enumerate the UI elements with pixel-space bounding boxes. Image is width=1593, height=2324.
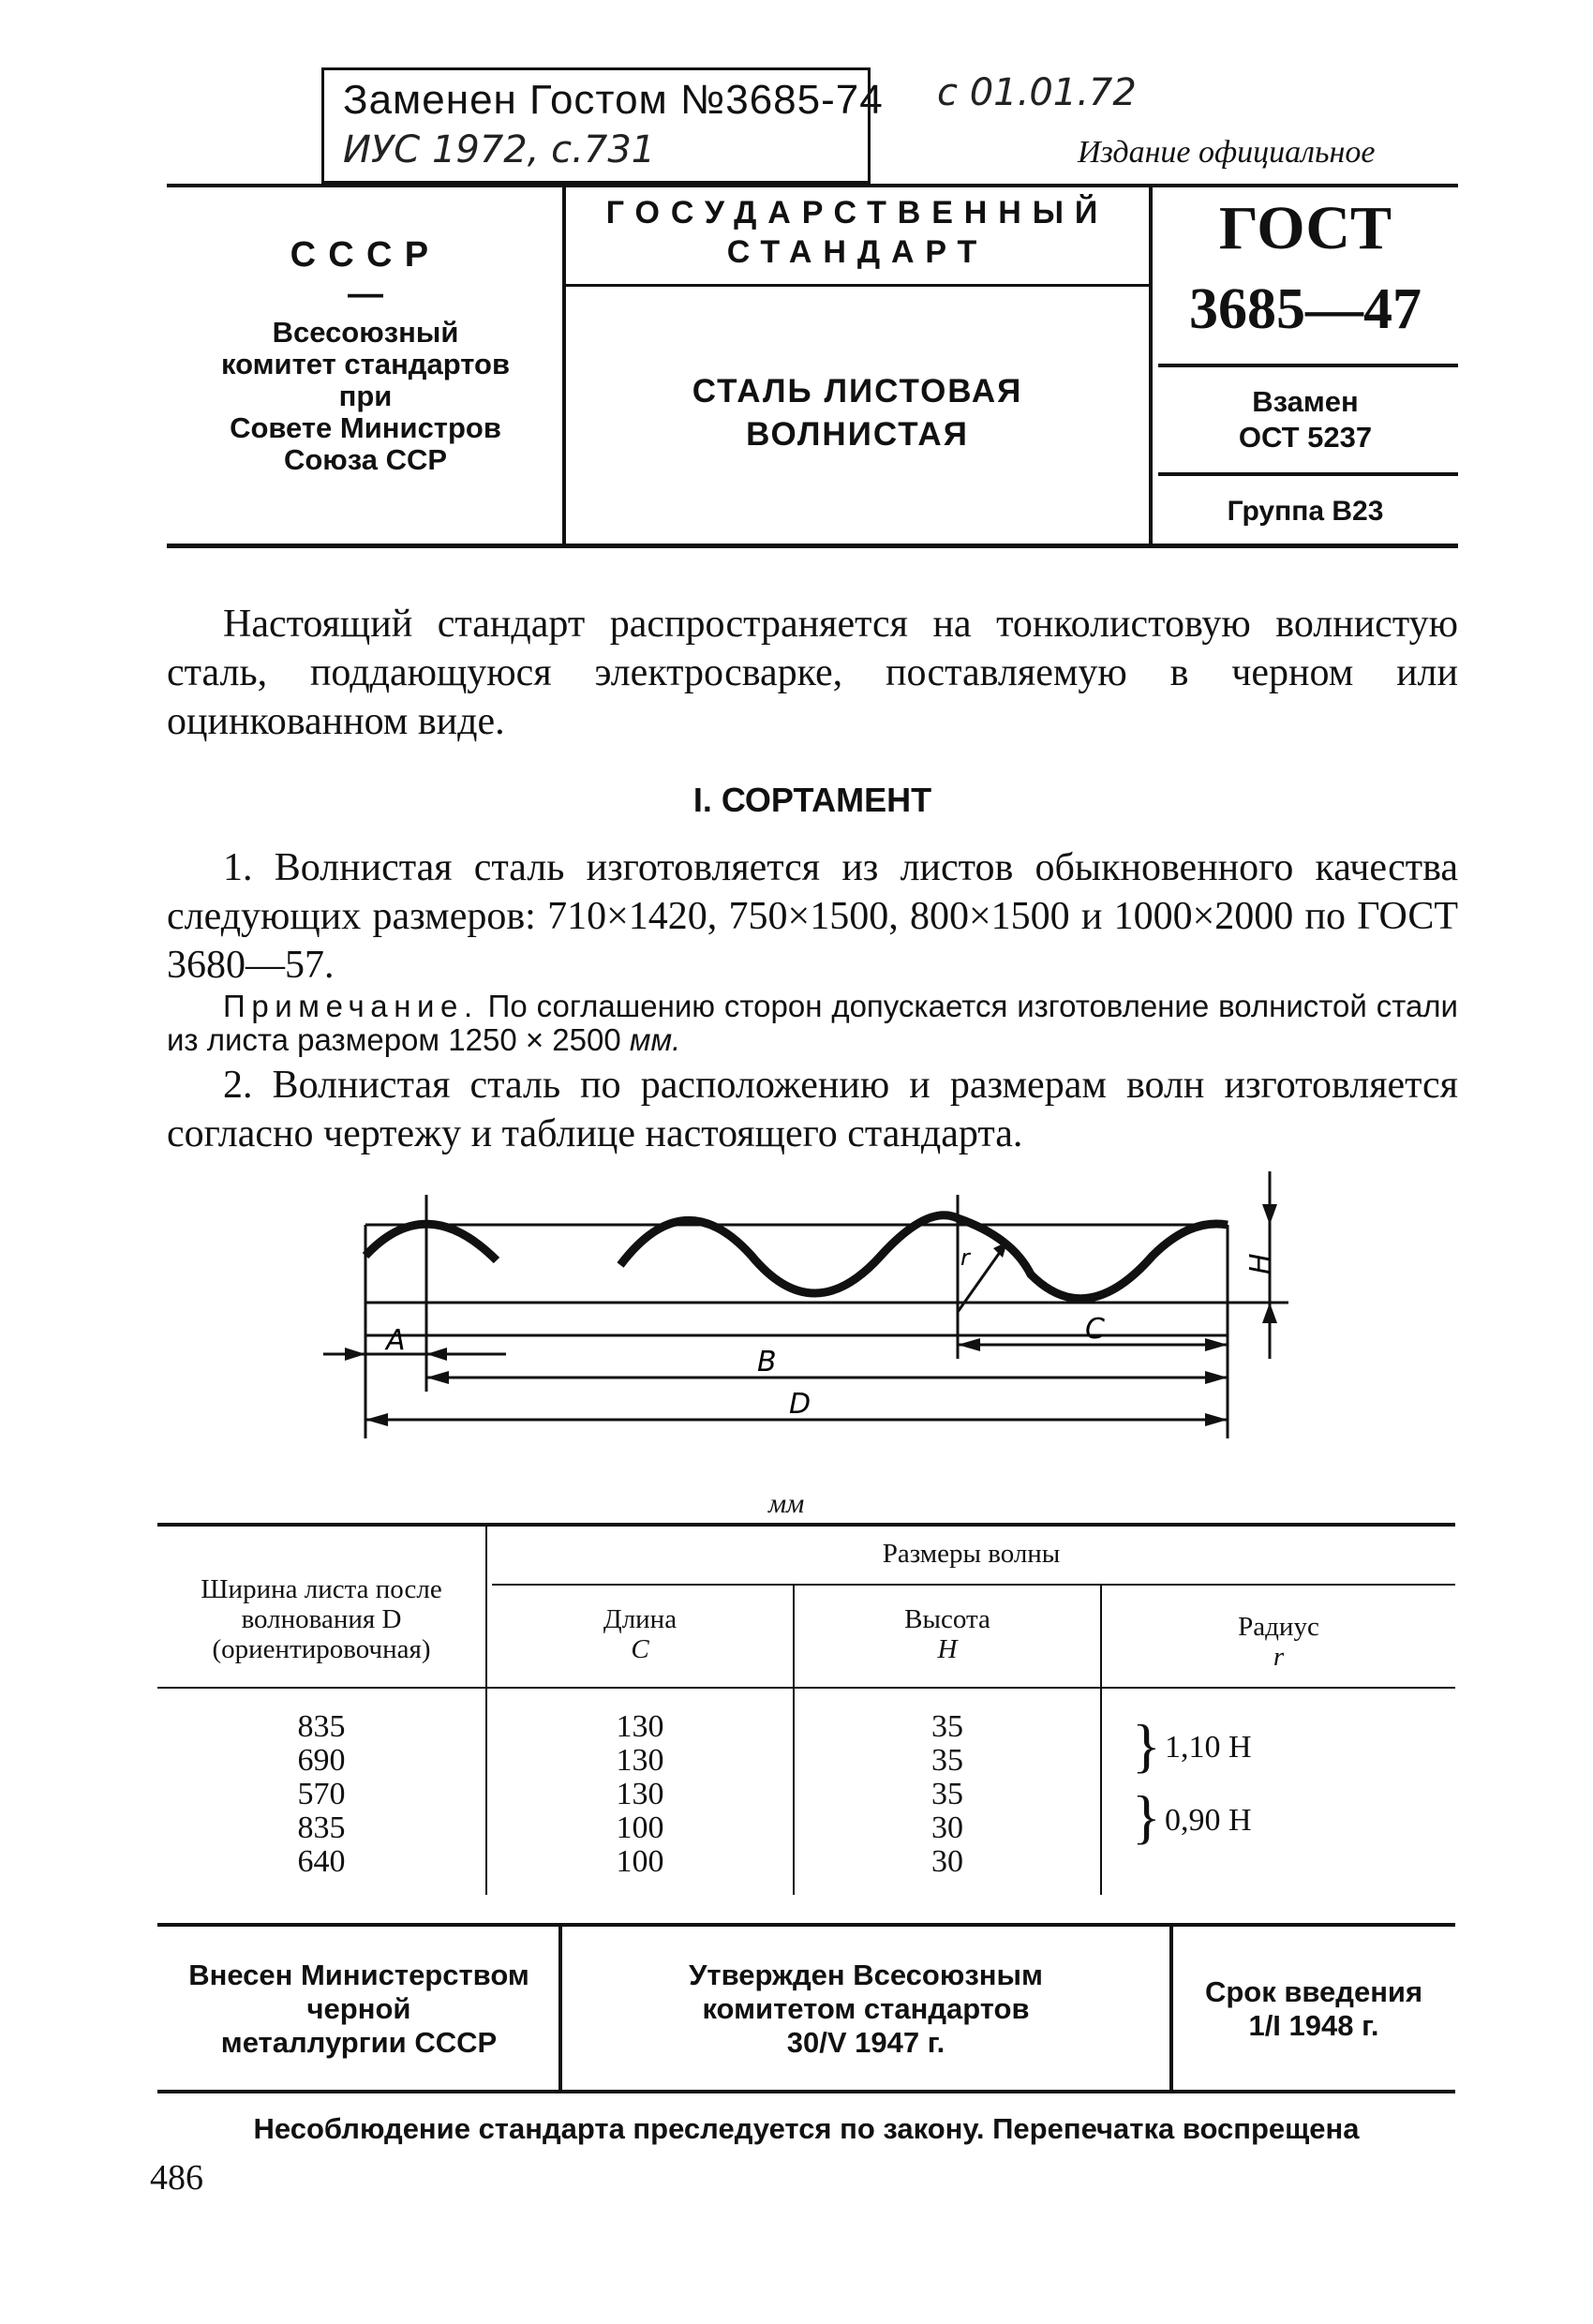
radius-value-1: 1,10 H bbox=[1165, 1730, 1252, 1765]
table-cell-height-1: 35 bbox=[931, 1709, 963, 1744]
col-header-height-label: Высота bbox=[904, 1604, 990, 1634]
dim-h-arrow-top bbox=[1262, 1204, 1277, 1225]
dim-h-arrow-bottom bbox=[1262, 1303, 1277, 1323]
footer-effective bbox=[1173, 1975, 1454, 2043]
footer-bottom-rule bbox=[157, 2090, 1455, 2093]
table-header-rule bbox=[157, 1687, 1455, 1689]
standard-type-line-1: ГОСУДАРСТВЕННЫЙ bbox=[605, 195, 1109, 231]
col-header-radius-label: Радиус bbox=[1238, 1612, 1319, 1642]
col-header-length-label: Длина bbox=[603, 1604, 677, 1634]
dim-c-arrow-left bbox=[958, 1338, 980, 1351]
footer-effective-line-2: 1/I 1948 г. bbox=[1248, 2009, 1379, 2042]
dim-c-arrow-right bbox=[1205, 1338, 1228, 1351]
gost-label: ГОСТ bbox=[1218, 194, 1392, 262]
footer-introduced bbox=[159, 1959, 558, 2060]
intro-paragraph: Настоящий стандарт распространяется на тонколистовую волнистую сталь, поддающуюся электросварке, поставляемую в черном или оцинкованном виде. bbox=[167, 603, 1458, 743]
footer-approved-line-2: комитетом стандартов bbox=[702, 1992, 1030, 2025]
table-cell-height-5: 30 bbox=[931, 1844, 963, 1879]
table-cell-length-2: 130 bbox=[616, 1743, 664, 1778]
wave-group-header: Размеры волны bbox=[882, 1539, 1061, 1569]
footer-introduced-line-3: металлургии СССР bbox=[220, 2026, 498, 2059]
table-unit: мм bbox=[768, 1488, 805, 1519]
footer-top-rule bbox=[157, 1923, 1455, 1927]
stamp-line-2: ИУС 1972, с.731 bbox=[343, 128, 656, 171]
stamp-date-note: с 01.01.72 bbox=[937, 71, 1137, 114]
dim-d-arrow-right bbox=[1205, 1413, 1228, 1426]
col-header-width bbox=[157, 1574, 485, 1664]
radius-brace-2: } bbox=[1132, 1783, 1161, 1850]
col-width-values bbox=[157, 1710, 485, 1879]
col-header-length-symbol: C bbox=[631, 1634, 649, 1664]
col-length-values bbox=[487, 1710, 793, 1879]
section-title: I. СОРТАМЕНТ bbox=[692, 781, 932, 819]
document-title-line-2: ВОЛНИСТАЯ bbox=[746, 416, 969, 453]
col-header-width-line-1: Ширина листа после bbox=[201, 1574, 442, 1604]
table-cell-width-1: 835 bbox=[297, 1709, 346, 1744]
wave-profile-left-arc bbox=[365, 1224, 497, 1260]
note-text: По соглашению сторон допускается изготовление волнистой стали из листа размером 1250 × 2500 bbox=[167, 989, 1458, 1057]
col-header-radius-symbol: r bbox=[1273, 1642, 1285, 1672]
col-header-height-symbol: H bbox=[937, 1634, 958, 1664]
table-cell-width-5: 640 bbox=[297, 1844, 346, 1879]
table-cell-length-4: 100 bbox=[616, 1810, 664, 1845]
table-cell-width-2: 690 bbox=[297, 1743, 346, 1778]
table-wave-subrule bbox=[492, 1584, 1455, 1586]
replaces-value: ОСТ 5237 bbox=[1238, 421, 1373, 454]
edition-label: Издание официальное bbox=[1078, 135, 1376, 170]
col-header-width-line-3: (ориентировочная) bbox=[212, 1634, 431, 1664]
dim-d-arrow-left bbox=[365, 1413, 388, 1426]
table-top-rule bbox=[157, 1523, 1455, 1527]
item-2-paragraph: 2. Волнистая сталь по расположению и размерам волн изготовляется согласно чертежу и таблице настоящего стандарта. bbox=[167, 1064, 1458, 1155]
table-cell-length-5: 100 bbox=[616, 1844, 664, 1879]
note-unit: мм. bbox=[629, 1022, 681, 1057]
radius-value-2: 0,90 H bbox=[1165, 1803, 1252, 1838]
radius-brace-1: } bbox=[1132, 1712, 1161, 1779]
col-header-radius bbox=[1102, 1612, 1455, 1672]
org-name-3: при bbox=[338, 380, 393, 412]
drawing-label-d: D bbox=[789, 1388, 811, 1421]
col-height-values bbox=[795, 1710, 1100, 1879]
dim-b-arrow-right bbox=[1205, 1371, 1228, 1384]
org-country: СССР bbox=[290, 235, 441, 275]
table-cell-height-2: 35 bbox=[931, 1743, 963, 1778]
page-number: 486 bbox=[150, 2158, 203, 2197]
table-cell-width-3: 570 bbox=[297, 1777, 346, 1811]
drawing-label-h: H bbox=[1244, 1253, 1277, 1274]
footer-approved-line-3: 30/V 1947 г. bbox=[786, 2026, 945, 2059]
stamp-line-1: Заменен Гостом №3685-74 bbox=[343, 77, 884, 123]
gost-number: 3685—47 bbox=[1189, 277, 1422, 341]
footer-effective-line-1: Срок введения bbox=[1204, 1975, 1423, 2008]
drawing-label-c: C bbox=[1085, 1313, 1105, 1346]
document-title-line-1: СТАЛЬ ЛИСТОВАЯ bbox=[692, 373, 1023, 410]
table-cell-width-4: 835 bbox=[297, 1810, 346, 1845]
table-cell-height-3: 35 bbox=[931, 1777, 963, 1811]
footer-approved bbox=[562, 1959, 1169, 2060]
org-dash: — bbox=[348, 275, 383, 314]
legal-notice: Несоблюдение стандарта преследуется по закону. Перепечатка воспрещена bbox=[253, 2112, 1360, 2145]
dim-a-arrow-right bbox=[426, 1348, 447, 1361]
drawing-label-b: B bbox=[757, 1346, 777, 1378]
dim-a-arrow-left bbox=[345, 1348, 365, 1361]
note-label: Примечание. bbox=[223, 989, 479, 1023]
table-cell-length-1: 130 bbox=[616, 1709, 664, 1744]
footer-approved-line-1: Утвержден Всесоюзным bbox=[689, 1959, 1043, 1991]
org-name-1: Всесоюзный bbox=[272, 316, 459, 349]
col-header-length bbox=[487, 1604, 793, 1664]
footer-introduced-line-1: Внесен Министерством bbox=[188, 1959, 529, 1991]
col-header-width-line-2: волнования D bbox=[241, 1604, 402, 1634]
org-name-4: Совете Министров bbox=[230, 411, 501, 444]
drawing-label-a: A bbox=[386, 1324, 406, 1357]
standard-type-line-2: СТАНДАРТ bbox=[726, 234, 989, 270]
table-cell-height-4: 30 bbox=[931, 1810, 963, 1845]
group-code: Группа В23 bbox=[1227, 496, 1384, 527]
dim-b-arrow-left bbox=[426, 1371, 449, 1384]
table-cell-length-3: 130 bbox=[616, 1777, 664, 1811]
item-1-paragraph: 1. Волнистая сталь изготовляется из листов обыкновенного качества следующих размеров: 710×1420, 750×1500, 800×1500 и 1000×2000 по ГОСТ 3680—57. bbox=[167, 846, 1458, 987]
wave-profile-main bbox=[620, 1215, 1228, 1299]
footer-introduced-line-2: черной bbox=[306, 1992, 411, 2025]
org-name-2: комитет стандартов bbox=[220, 348, 511, 380]
col-header-height bbox=[795, 1604, 1100, 1664]
replaces-label: Взамен bbox=[1252, 385, 1359, 418]
org-name-5: Союза ССР bbox=[283, 443, 448, 476]
drawing-label-r: r bbox=[960, 1244, 970, 1271]
